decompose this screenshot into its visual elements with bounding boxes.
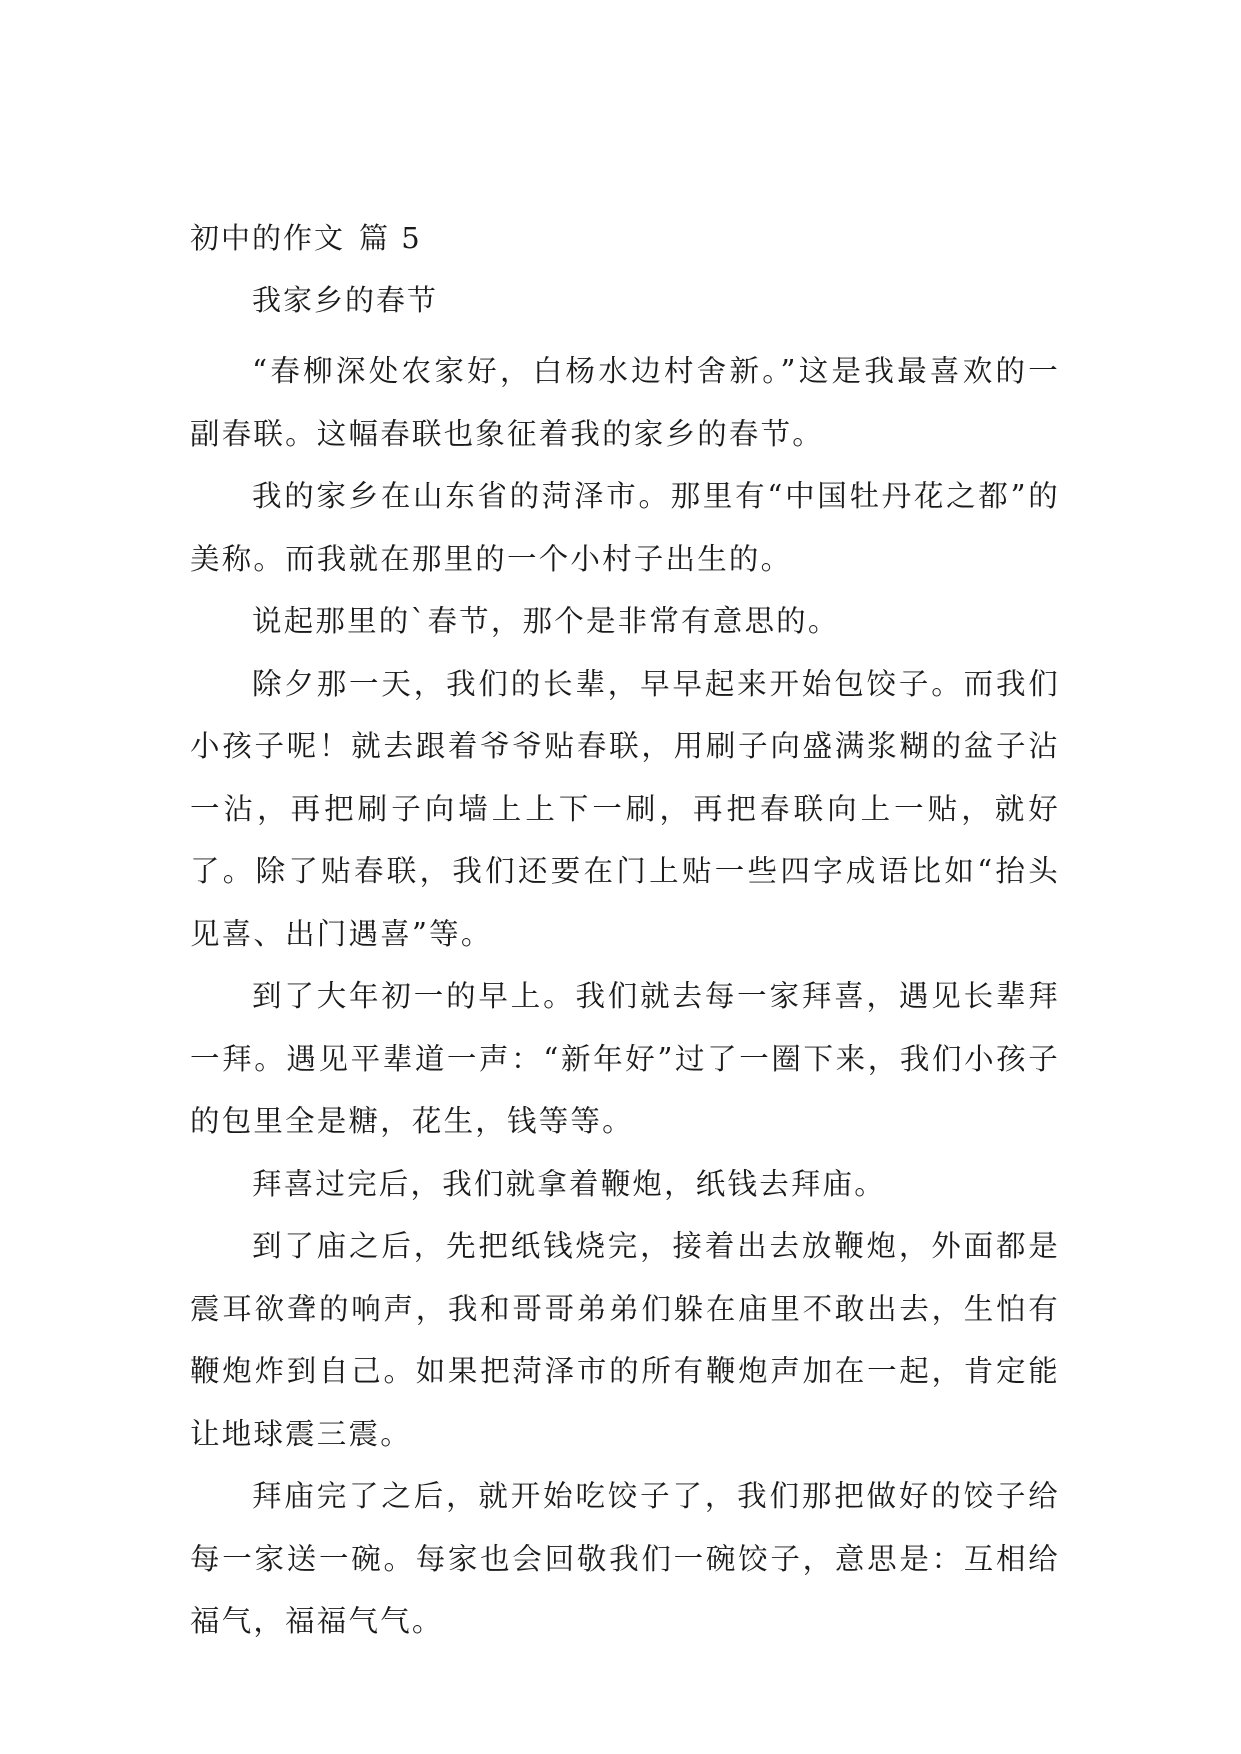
document-page: [190, 218, 1060, 1653]
paragraph-5: 到了大年初一的早上。我们就去每一家拜喜，遇见长辈拜一拜。遇见平辈道一声：“新年好”过了一圈下来，我们小孩子的包里全是糖，花生，钱等等。: [190, 979, 1060, 1138]
paragraph-2: 我的家乡在山东省的菏泽市。那里有“中国牡丹花之都”的美称。而我就在那里的一个小村子出生的。: [190, 479, 1060, 576]
paragraph-6: 拜喜过完后，我们就拿着鞭炮，纸钱去拜庙。: [252, 1166, 887, 1201]
paragraph-4: 除夕那一天，我们的长辈，早早起来开始包饺子。而我们小孩子呢！就去跟着爷爷贴春联，用刷子向盛满浆糊的盆子沾一沾，再把刷子向墙上上下一刷，再把春联向上一贴，就好了。除了贴春联，我们还要在门上贴一些四字成语比如“抬头见喜、出门遇喜”等。: [190, 666, 1060, 951]
paragraph-8: 拜庙完了之后，就开始吃饺子了，我们那把做好的饺子给每一家送一碗。每家也会回敬我们一碗饺子，意思是：互相给福气，福福气气。: [190, 1479, 1060, 1638]
heading-text: 初中的作文: [190, 221, 346, 255]
paragraph-3: 说起那里的`春节，那个是非常有意思的。: [252, 604, 840, 638]
essay-title: 我家乡的春节: [252, 283, 439, 317]
document-heading: [190, 218, 1060, 258]
paragraph-7: 到了庙之后，先把纸钱烧完，接着出去放鞭炮，外面都是震耳欲聋的响声，我和哥哥弟弟们躲在庙里不敢出去，生怕有鞭炮炸到自己。如果把菏泽市的所有鞭炮声加在一起，肯定能让地球震三震。: [190, 1229, 1060, 1451]
paragraph-1: “春柳深处农家好，白杨水边村舍新。”这是我最喜欢的一副春联。这幅春联也象征着我的家乡的春节。: [190, 354, 1060, 451]
heading-number: 篇 5: [359, 221, 422, 255]
